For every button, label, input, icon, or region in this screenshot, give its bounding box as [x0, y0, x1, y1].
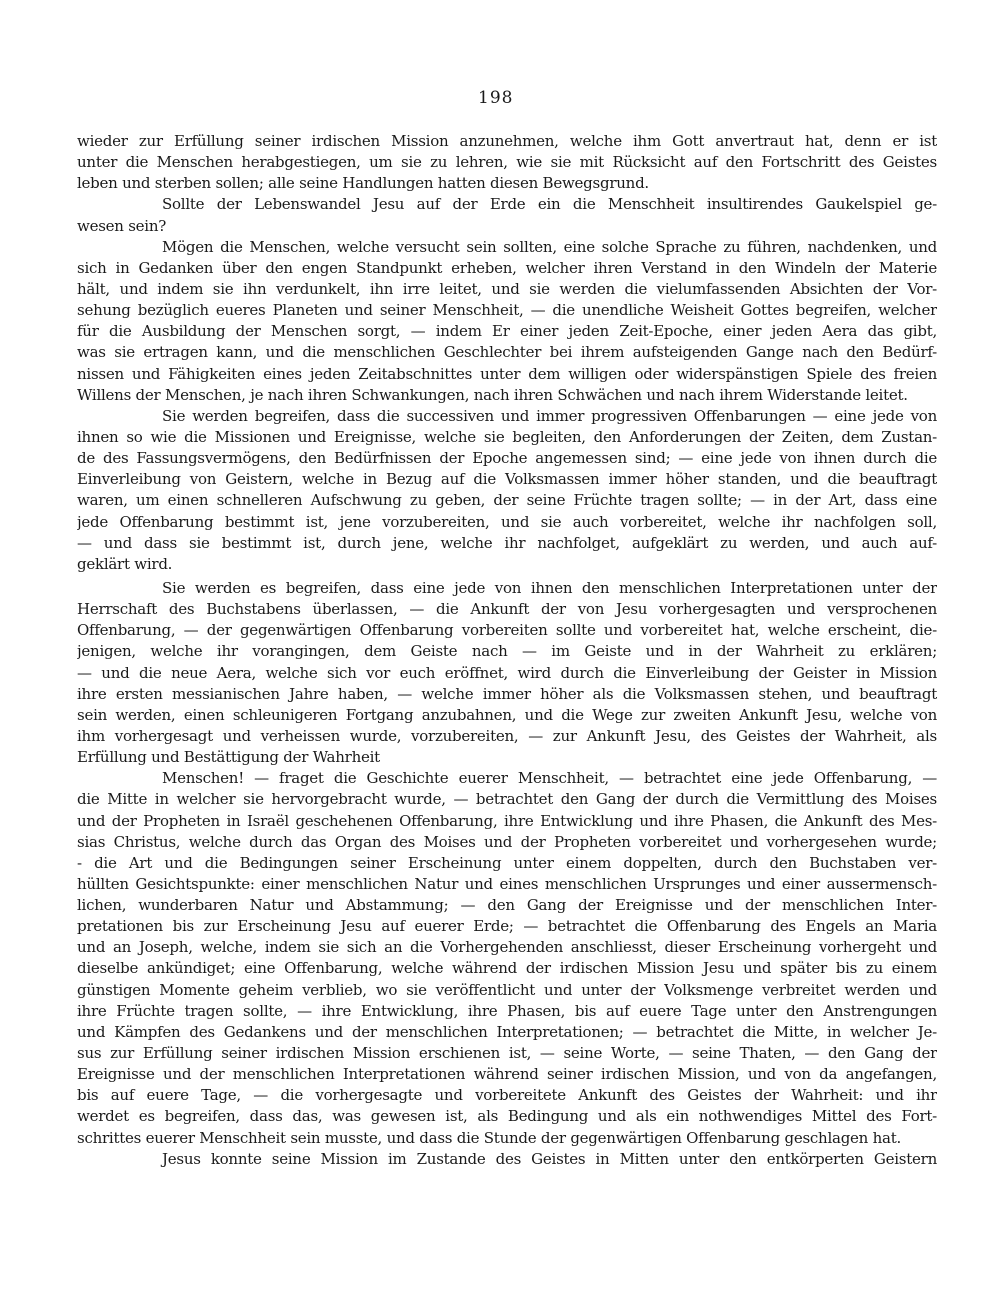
text-line: wieder zur Erfüllung seiner irdischen Mission anzunehmen, welche ihm Gott anvertraut hat, denn er ist	[77, 132, 937, 150]
text-line: sus zur Erfüllung seiner irdischen Mission erschienen ist, — seine Worte, — seine Thaten, — den Gang der	[77, 1044, 937, 1063]
text-line: de des Fassungsvermögens, den Bedürfnissen der Epoche angemessen sind; — eine jede von ihnen durch die	[77, 449, 937, 468]
text-line: Sollte der Lebenswandel Jesu auf der Erde ein die Menschheit insultirendes Gaukelspiel ge-	[162, 195, 937, 214]
text-line: Offenbarung, — der gegenwärtigen Offenbarung vorbereiten sollte und vorbereitet hat, welche erscheint, die-	[77, 621, 937, 640]
text-line: werdet es begreifen, dass das, was gewesen ist, als Bedingung und als ein nothwendiges Mittel des Fort-	[77, 1107, 937, 1126]
text-line: — und die neue Aera, welche sich vor euch eröffnet, wird durch die Einverleibung der Geister in Mission	[77, 663, 937, 682]
text-line: jede Offenbarung bestimmt ist, jene vorzubereiten, und sie auch vorbereitet, welche ihr nachfolgen soll,	[77, 512, 937, 531]
text-line: - die Art und die Bedingungen seiner Erscheinung unter einem doppelten, durch den Buchstaben ver-	[77, 853, 937, 872]
text-line: Jesus konnte seine Mission im Zustande des Geistes in Mitten unter den entkörperten Geistern	[162, 1149, 937, 1168]
text-line: und Kämpfen des Gedankens und der menschlichen Interpretationen; — betrachtet die Mitte, in welcher Je-	[77, 1022, 937, 1041]
text-line: was sie ertragen kann, und die menschlichen Geschlechter bei ihrem aufsteigenden Gange nach den Bedürf-	[77, 343, 937, 362]
text-line: Willens der Menschen, je nach ihren Schwankungen, nach ihren Schwächen und nach ihrem Widerstande leitet.	[77, 385, 908, 404]
text-line: Ereignisse und der menschlichen Interpretationen während seiner irdischen Mission, und von da angefangen,	[77, 1065, 937, 1084]
text-line: ihre ersten messianischen Jahre haben, — welche immer höher als die Volksmassen stehen, und beauftragt	[77, 684, 937, 703]
text-line: lichen, wunderbaren Natur und Abstammung; — den Gang der Ereignisse und der menschlichen Inter-	[77, 896, 937, 915]
text-line: bis auf euere Tage, — die vorhergesagte und vorbereitete Ankunft des Geistes der Wahrheit: und ihr	[77, 1086, 937, 1105]
text-line: Menschen! — fraget die Geschichte euerer Menschheit, — betrachtet eine jede Offenbarung, —	[162, 769, 937, 788]
text-line: ihre Früchte tragen sollte, — ihre Entwicklung, ihre Phasen, bis auf euere Tage unter den Anstrengungen	[77, 1001, 937, 1020]
page-number: 198	[478, 88, 514, 108]
text-line: pretationen bis zur Erscheinung Jesu auf euerer Erde; — betrachtet die Offenbarung des Engels an Maria	[77, 917, 937, 936]
text-line: sias Christus, welche durch das Organ des Moises und der Propheten vorbereitet und vorhergesehen wurde;	[77, 832, 937, 851]
text-line: hält, und indem sie ihn verdunkelt, ihn irre leitet, und sie werden die vielumfassenden Absichten der Vor-	[77, 279, 937, 298]
text-line: Herrschaft des Buchstabens überlassen, — die Ankunft der von Jesu vorhergesagten und versprochenen	[77, 600, 937, 619]
text-line: geklärt wird.	[77, 554, 173, 573]
text-line: und an Joseph, welche, indem sie sich an die Vorhergehenden anschliesst, dieser Erscheinung vorhergeht und	[77, 938, 937, 957]
text-line: dieselbe ankündiget; eine Offenbarung, welche während der irdischen Mission Jesu und später bis zu einem	[77, 959, 937, 978]
text-line: — und dass sie bestimmt ist, durch jene, welche ihr nachfolget, aufgeklärt zu werden, und auch auf-	[77, 533, 937, 552]
text-line: wesen sein?	[77, 216, 167, 235]
body-text	[77, 131, 937, 1170]
text-line: Mögen die Menschen, welche versucht sein sollten, eine solche Sprache zu führen, nachdenken, und	[162, 237, 937, 256]
text-line: sehung bezüglich eueres Planeten und seiner Menschheit, — die unendliche Weisheit Gottes begreifen, welcher	[77, 301, 937, 320]
text-line: für die Ausbildung der Menschen sorgt, — indem Er einer jeden Zeit-Epoche, einer jeden Aera das gibt,	[77, 322, 937, 341]
text-line: Erfüllung und Bestättigung der Wahrheit	[77, 748, 380, 767]
text-line: Sie werden begreifen, dass die successiven und immer progressiven Offenbarungen — eine jede von	[162, 406, 937, 425]
text-line: waren, um einen schnelleren Aufschwung zu geben, der seine Früchte tragen sollte; — in der Art, dass eine	[77, 491, 937, 510]
text-line: die Mitte in welcher sie hervorgebracht wurde, — betrachtet den Gang der durch die Vermittlung des Moises	[77, 790, 937, 809]
text-line: schrittes euerer Menschheit sein musste, und dass die Stunde der gegenwärtigen Offenbarung geschlagen hat.	[77, 1128, 902, 1147]
text-line: ihm vorhergesagt und verheissen wurde, vorzubereiten, — zur Ankunft Jesu, des Geistes der Wahrheit, als	[77, 726, 937, 745]
text-line: sein werden, einen schleunigeren Fortgang anzubahnen, und die Wege zur zweiten Ankunft Jesu, welche von	[77, 705, 937, 724]
text-line: unter die Menschen herabgestiegen, um sie zu lehren, wie sie mit Rücksicht auf den Fortschritt des Geistes	[77, 153, 937, 172]
text-line: ihnen so wie die Missionen und Ereignisse, welche sie begleiten, den Anforderungen der Zeiten, dem Zustan-	[77, 427, 937, 446]
text-line: Einverleibung von Geistern, welche in Bezug auf die Volksmassen immer höher standen, und die beauftragt	[77, 470, 937, 489]
text-line: nissen und Fähigkeiten eines jeden Zeitabschnittes unter dem willigen oder widerspänstigen Spiele des freien	[77, 364, 937, 383]
text-line: Sie werden es begreifen, dass eine jede von ihnen den menschlichen Interpretationen unter der	[162, 578, 937, 597]
text-line: leben und sterben sollen; alle seine Handlungen hatten diesen Bewegsgrund.	[77, 174, 649, 193]
text-line: jenigen, welche ihr vorangingen, dem Geiste nach — im Geiste und in der Wahrheit zu erklären;	[77, 642, 937, 661]
text-line: günstigen Momente geheim verblieb, wo sie veröffentlicht und unter der Volksmenge verbreitet werden und	[77, 980, 937, 999]
text-line: sich in Gedanken über den engen Standpunkt erheben, welcher ihren Verstand in den Windeln der Materie	[77, 258, 937, 277]
text-line: und der Propheten in Israël geschehenen Offenbarung, ihre Entwicklung und ihre Phasen, die Ankunft des Mes-	[77, 811, 937, 830]
text-line: hüllten Gesichtspunkte: einer menschlichen Natur und eines menschlichen Ursprunges und einer aussermensch-	[77, 874, 937, 893]
